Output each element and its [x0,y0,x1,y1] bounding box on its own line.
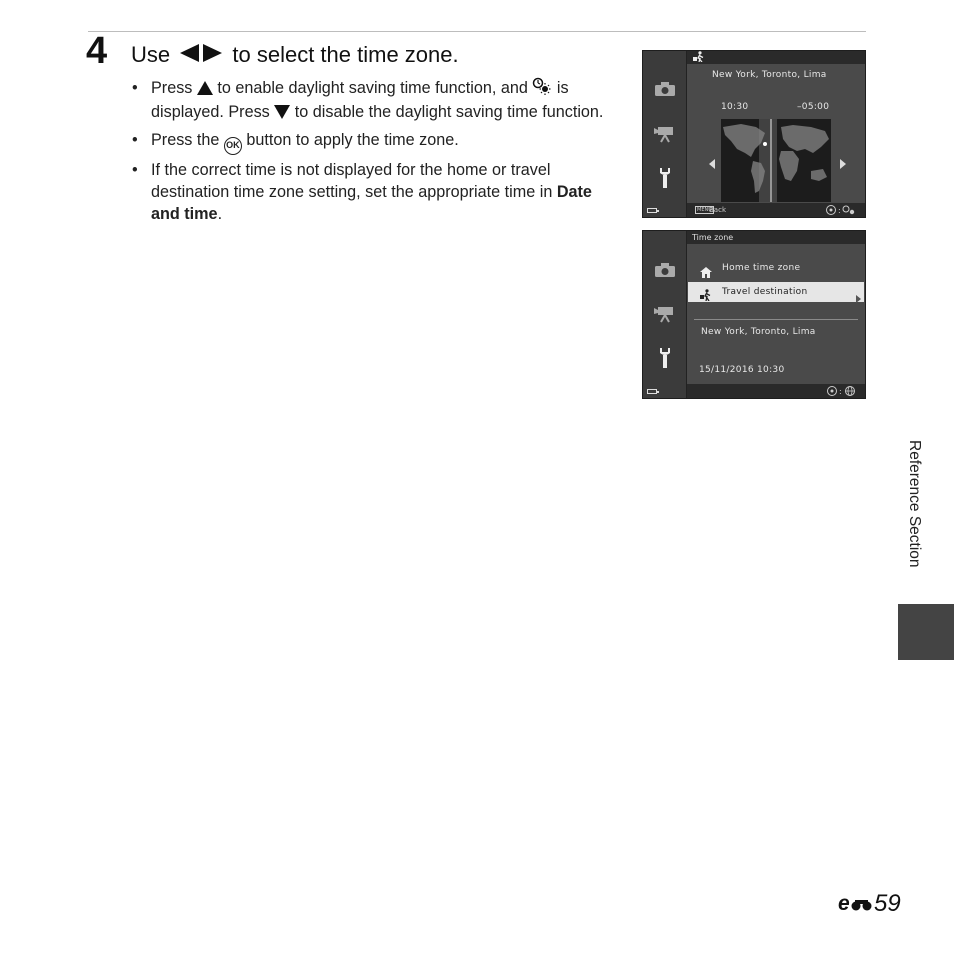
city-label: New York, Toronto, Lima [701,327,816,337]
menu-key: MENU [697,207,712,213]
bullet-text: to enable daylight saving time function, and [217,79,528,97]
section-tab [898,604,954,660]
menu-item-travel-destination[interactable] [688,282,864,302]
title-prefix: Use [131,42,171,67]
list-item [130,77,620,125]
down-triangle-icon [274,103,290,125]
svg-text:e: e [838,893,850,913]
e-binocular-icon [838,890,874,917]
movie-icon [643,305,686,327]
travel-destination-icon [699,286,713,305]
right-arrow-icon[interactable] [840,154,846,173]
section-side-label [897,440,927,600]
instruction-list [130,77,620,229]
page-number [838,890,901,918]
city-label: New York, Toronto, Lima [712,70,827,80]
left-right-triangle-icon [178,43,224,69]
divider [694,319,858,320]
world-map[interactable] [721,119,831,202]
back-label: Back [709,206,726,214]
screen-header [687,51,865,64]
page-number-text: 59 [874,890,901,917]
home-icon [700,263,712,282]
globe-hint-icon [827,385,857,402]
camera-screen-timezone [642,230,866,399]
bullet-text: . [217,205,223,223]
section-label-text: Reference Section [906,440,923,568]
movie-icon [643,125,686,147]
battery-icon [647,389,657,394]
title-suffix: to select the time zone. [232,42,459,67]
screen-sidebar [643,51,687,217]
bullet-text: If the correct time is not displayed for the home or travel destination time zone setting, set the appropriate time in [151,161,553,201]
dst-toggle-hint-icon [825,204,859,221]
screen-footer [687,203,865,217]
up-triangle-icon [197,79,213,101]
screen-header: Time zone [687,231,865,244]
offset-label: –05:00 [797,102,830,112]
menu-item-label: Home time zone [722,263,801,273]
right-arrow-icon [856,288,861,307]
menu-item-label: Travel destination [722,287,808,297]
list-item [130,129,620,155]
bullet-text: Press [151,79,193,97]
step-title [131,42,459,69]
list-item [130,159,620,225]
screen-sidebar [643,231,687,398]
time-label: 10:30 [721,102,749,112]
datetime-label: 15/11/2016 10:30 [699,365,785,375]
step-number: 4 [86,30,108,72]
bullet-text: is displayed. Press [151,79,569,121]
top-rule [88,31,866,32]
bullet-text: button to apply the time zone. [246,131,459,149]
bullet-text: to disable the daylight saving time function. [294,103,604,121]
camera-icon [643,262,686,282]
bullet-text: Press the [151,131,220,149]
wrench-icon [643,167,686,193]
left-arrow-icon[interactable] [709,154,715,173]
daylight-saving-icon [532,77,552,101]
svg-text::: : [838,206,841,215]
camera-icon [643,81,686,101]
battery-icon [647,208,657,213]
screen-footer [687,384,865,398]
wrench-icon [643,347,686,373]
date-and-time-term: Date and time [151,183,592,223]
svg-text::: : [839,387,842,396]
menu-item-home-time-zone[interactable] [698,262,858,277]
travel-destination-icon [692,55,706,64]
camera-screen-map [642,50,866,218]
ok-button-icon: OK [224,137,242,155]
